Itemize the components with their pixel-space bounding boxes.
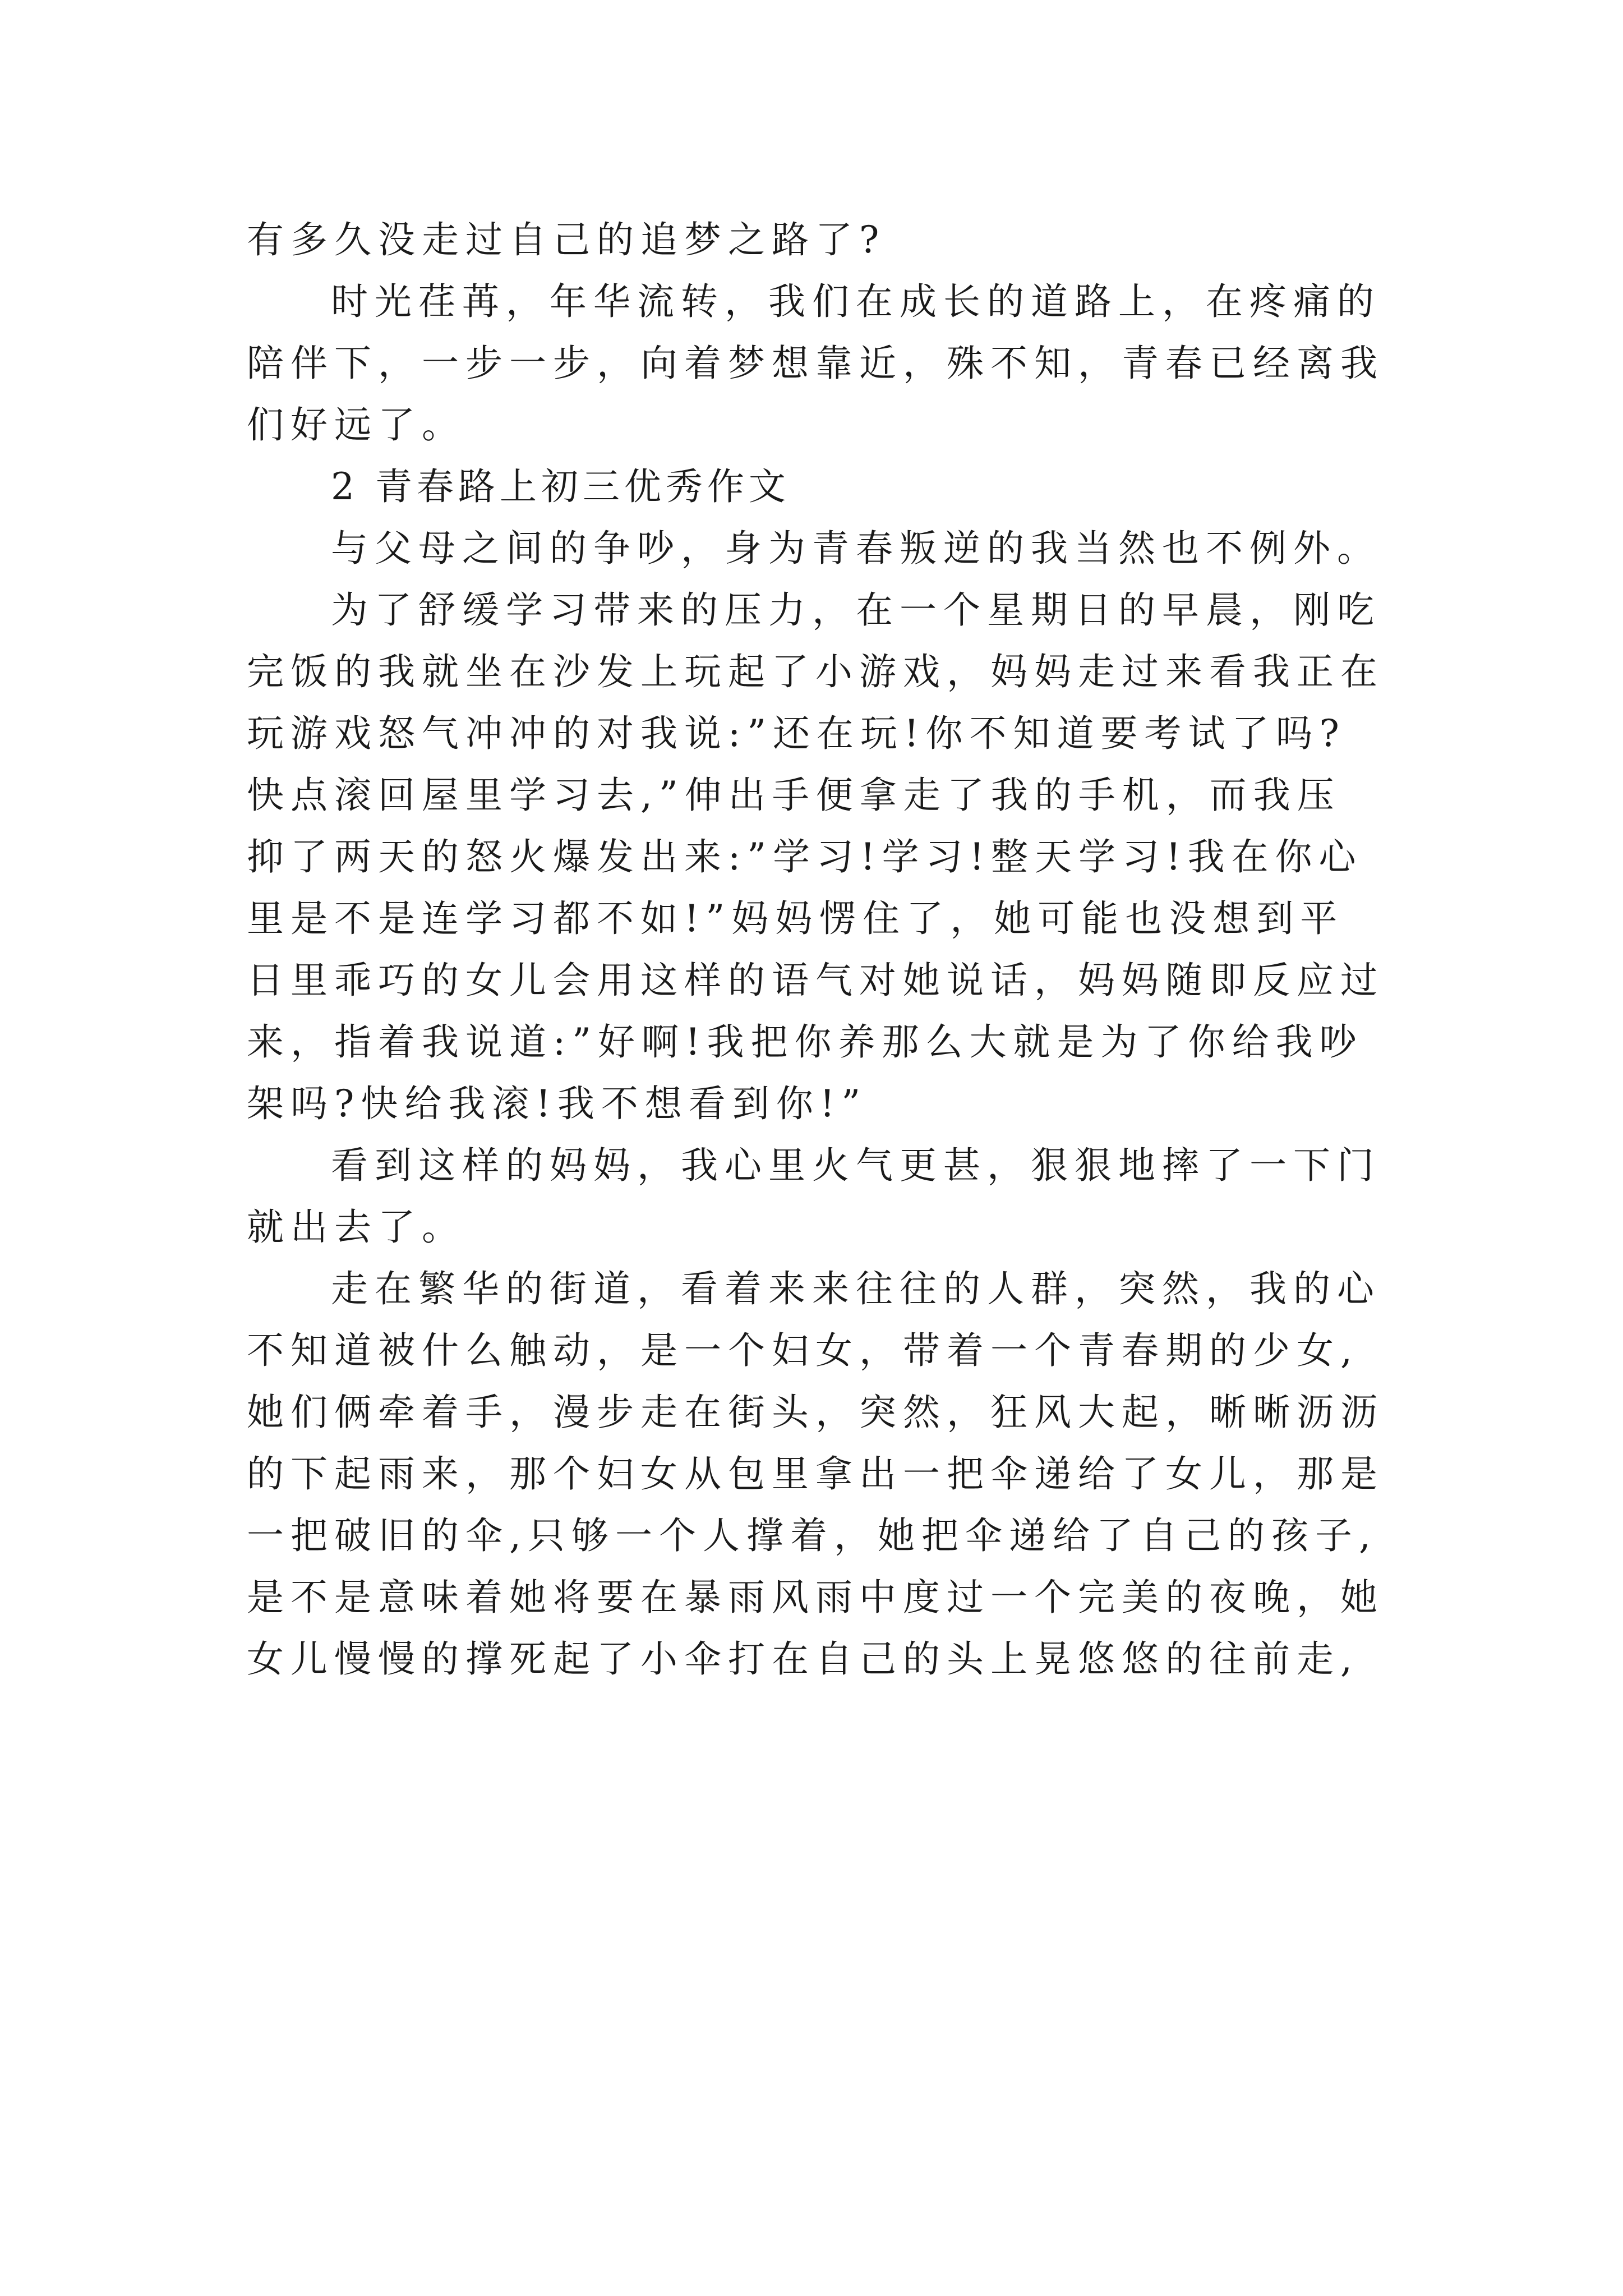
text-line: 一把破旧的伞,只够一个人撑着，她把伞递给了自己的孩子, (247, 1514, 1377, 1557)
text-line: 抑了两天的怒火爆发出来:”学习!学习!整天学习!我在你心 (247, 835, 1363, 878)
document-body (247, 213, 1391, 1694)
text-line: 玩游戏怒气冲冲的对我说:”还在玩!你不知道要考试了吗? (247, 712, 1346, 755)
text-line: 来，指着我说道:”好啊!我把你养那么大就是为了你给我吵 (247, 1020, 1363, 1064)
text-line: 她们俩牵着手，漫步走在街头，突然，狂风大起，晰晰沥沥 (247, 1391, 1384, 1434)
text-line: 女儿慢慢的撑死起了小伞打在自己的头上晃悠悠的往前走, (247, 1637, 1359, 1681)
text-line: 就出去了。 (247, 1205, 465, 1249)
paragraph-start-line: 时光荏苒，年华流转，我们在成长的道路上，在疼痛的 (331, 280, 1381, 323)
paragraph-start-line: 看到这样的妈妈，我心里火气更甚，狠狠地摔了一下门 (331, 1144, 1381, 1187)
text-line: 里是不是连学习都不如!”妈妈愣住了，她可能也没想到平 (247, 897, 1344, 940)
paragraph-start-line: 为了舒缓学习带来的压力，在一个星期日的早晨，刚吃 (331, 588, 1381, 632)
text-line: 们好远了。 (247, 403, 465, 447)
text-line: 日里乖巧的女儿会用这样的语气对她说话，妈妈随即反应过 (247, 959, 1384, 1002)
paragraph-start-line: 走在繁华的街道，看着来来往往的人群，突然，我的心 (331, 1267, 1381, 1310)
text-line: 快点滚回屋里学习去,”伸出手便拿走了我的手机，而我压 (247, 774, 1341, 817)
section-heading: 2 青春路上初三优秀作文 (331, 465, 790, 508)
text-line: 不知道被什么触动，是一个妇女，带着一个青春期的少女, (247, 1329, 1359, 1372)
text-line: 架吗?快给我滚!我不想看到你!” (247, 1082, 868, 1125)
text-line: 的下起雨来，那个妇女从包里拿出一把伞递给了女儿，那是 (247, 1452, 1384, 1496)
text-line: 陪伴下，一步一步，向着梦想靠近，殊不知，青春已经离我 (247, 342, 1384, 385)
text-line: 有多久没走过自己的追梦之路了? (247, 218, 886, 261)
paragraph-start-line: 与父母之间的争吵，身为青春叛逆的我当然也不例外。 (331, 527, 1381, 570)
text-line: 是不是意味着她将要在暴雨风雨中度过一个完美的夜晚，她 (247, 1576, 1384, 1619)
text-line: 完饭的我就坐在沙发上玩起了小游戏，妈妈走过来看我正在 (247, 650, 1384, 693)
